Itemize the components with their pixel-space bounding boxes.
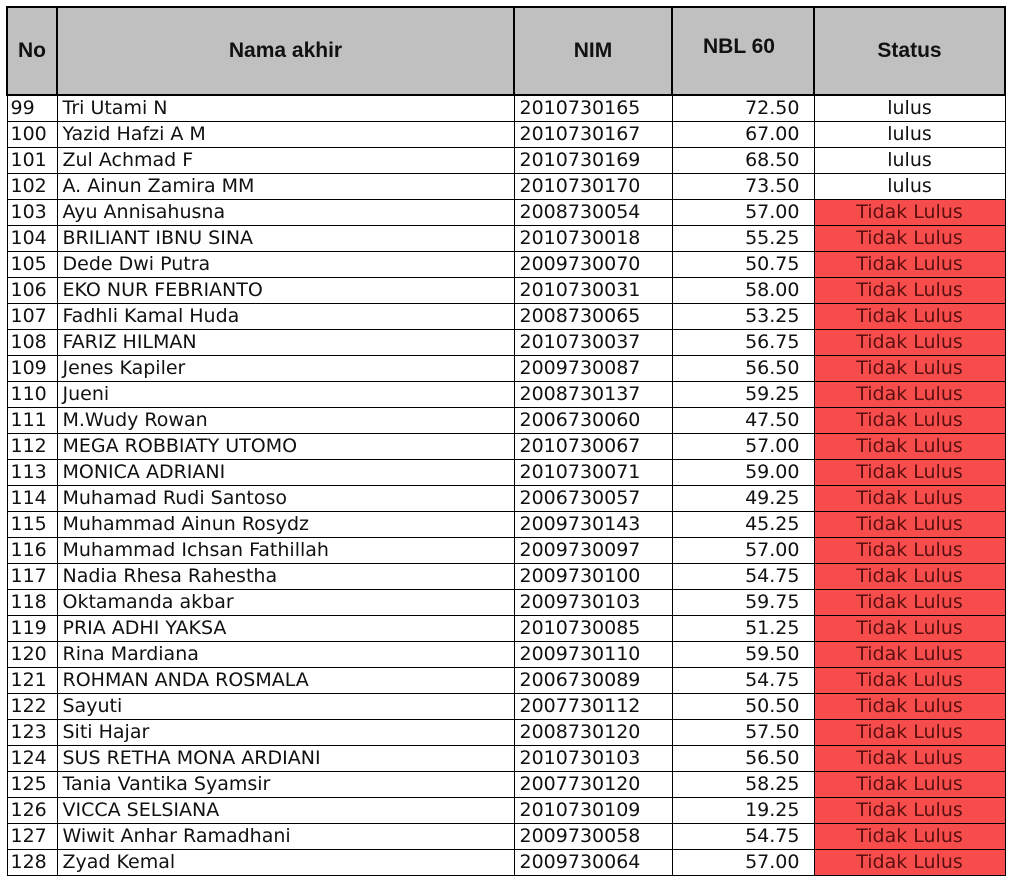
table-row xyxy=(7,486,1005,512)
student-nim: 2010730165 xyxy=(514,95,672,122)
student-nim: 2009730064 xyxy=(514,850,672,876)
nbl-score: 50.75 xyxy=(672,252,814,278)
student-nim: 2010730170 xyxy=(514,174,672,200)
status-cell: Tidak Lulus xyxy=(814,408,1005,434)
row-number: 118 xyxy=(7,590,57,616)
status-cell: Tidak Lulus xyxy=(814,356,1005,382)
nbl-score: 55.25 xyxy=(672,226,814,252)
table-row xyxy=(7,434,1005,460)
student-nim: 2006730057 xyxy=(514,486,672,512)
row-number: 107 xyxy=(7,304,57,330)
table-row xyxy=(7,408,1005,434)
student-nim: 2010730067 xyxy=(514,434,672,460)
student-nim: 2010730018 xyxy=(514,226,672,252)
status-cell: Tidak Lulus xyxy=(814,226,1005,252)
student-name: Jueni xyxy=(57,382,514,408)
student-name: MEGA ROBBIATY UTOMO xyxy=(57,434,514,460)
row-number: 117 xyxy=(7,564,57,590)
row-number: 109 xyxy=(7,356,57,382)
student-name: Jenes Kapiler xyxy=(57,356,514,382)
status-cell: Tidak Lulus xyxy=(814,772,1005,798)
student-nim: 2010730109 xyxy=(514,798,672,824)
student-nim: 2010730169 xyxy=(514,148,672,174)
status-cell: Tidak Lulus xyxy=(814,512,1005,538)
status-cell: Tidak Lulus xyxy=(814,538,1005,564)
row-number: 99 xyxy=(7,95,57,122)
student-name: Fadhli Kamal Huda xyxy=(57,304,514,330)
table-row xyxy=(7,122,1005,148)
row-number: 105 xyxy=(7,252,57,278)
row-number: 121 xyxy=(7,668,57,694)
student-nim: 2007730112 xyxy=(514,694,672,720)
nbl-score: 50.50 xyxy=(672,694,814,720)
row-number: 102 xyxy=(7,174,57,200)
table-row xyxy=(7,382,1005,408)
table-row xyxy=(7,226,1005,252)
table-row xyxy=(7,252,1005,278)
nbl-score: 57.00 xyxy=(672,200,814,226)
nbl-score: 56.50 xyxy=(672,746,814,772)
table-row xyxy=(7,304,1005,330)
row-number: 126 xyxy=(7,798,57,824)
student-name: Siti Hajar xyxy=(57,720,514,746)
nbl-score: 68.50 xyxy=(672,148,814,174)
header-nim: NIM xyxy=(514,7,672,95)
nbl-score: 45.25 xyxy=(672,512,814,538)
table-row xyxy=(7,148,1005,174)
grade-table xyxy=(6,6,1006,876)
student-nim: 2009730097 xyxy=(514,538,672,564)
status-cell: Tidak Lulus xyxy=(814,330,1005,356)
nbl-score: 59.75 xyxy=(672,590,814,616)
student-name: Sayuti xyxy=(57,694,514,720)
student-name: Zul Achmad F xyxy=(57,148,514,174)
student-nim: 2010730037 xyxy=(514,330,672,356)
header-nbl xyxy=(672,7,814,95)
table-row xyxy=(7,174,1005,200)
student-name: M.Wudy Rowan xyxy=(57,408,514,434)
student-nim: 2009730110 xyxy=(514,642,672,668)
header-no: No xyxy=(7,7,57,95)
status-cell: lulus xyxy=(814,122,1005,148)
student-name: Rina Mardiana xyxy=(57,642,514,668)
row-number: 115 xyxy=(7,512,57,538)
status-cell: Tidak Lulus xyxy=(814,590,1005,616)
row-number: 104 xyxy=(7,226,57,252)
student-nim: 2008730065 xyxy=(514,304,672,330)
student-name: EKO NUR FEBRIANTO xyxy=(57,278,514,304)
status-cell: lulus xyxy=(814,148,1005,174)
nbl-score: 59.25 xyxy=(672,382,814,408)
status-cell: Tidak Lulus xyxy=(814,746,1005,772)
table-row xyxy=(7,616,1005,642)
student-name: Yazid Hafzi A M xyxy=(57,122,514,148)
student-name: A. Ainun Zamira MM xyxy=(57,174,514,200)
table-row xyxy=(7,642,1005,668)
table-row xyxy=(7,200,1005,226)
student-nim: 2008730054 xyxy=(514,200,672,226)
nbl-score: 19.25 xyxy=(672,798,814,824)
row-number: 125 xyxy=(7,772,57,798)
nbl-score: 57.00 xyxy=(672,434,814,460)
status-cell: Tidak Lulus xyxy=(814,200,1005,226)
status-cell: lulus xyxy=(814,95,1005,122)
status-cell: Tidak Lulus xyxy=(814,616,1005,642)
student-nim: 2009730143 xyxy=(514,512,672,538)
table-row xyxy=(7,798,1005,824)
row-number: 114 xyxy=(7,486,57,512)
student-name: Muhamad Rudi Santoso xyxy=(57,486,514,512)
row-number: 123 xyxy=(7,720,57,746)
nbl-score: 53.25 xyxy=(672,304,814,330)
row-number: 128 xyxy=(7,850,57,876)
status-cell: Tidak Lulus xyxy=(814,382,1005,408)
student-name: ROHMAN ANDA ROSMALA xyxy=(57,668,514,694)
student-nim: 2009730070 xyxy=(514,252,672,278)
row-number: 106 xyxy=(7,278,57,304)
status-cell: Tidak Lulus xyxy=(814,564,1005,590)
table-row xyxy=(7,278,1005,304)
status-cell: lulus xyxy=(814,174,1005,200)
header-status: Status xyxy=(814,7,1005,95)
nbl-score: 54.75 xyxy=(672,824,814,850)
student-name: SUS RETHA MONA ARDIANI xyxy=(57,746,514,772)
row-number: 116 xyxy=(7,538,57,564)
nbl-score: 67.00 xyxy=(672,122,814,148)
student-nim: 2009730103 xyxy=(514,590,672,616)
student-name: PRIA ADHI YAKSA xyxy=(57,616,514,642)
student-nim: 2008730120 xyxy=(514,720,672,746)
nbl-score: 54.75 xyxy=(672,564,814,590)
row-number: 119 xyxy=(7,616,57,642)
row-number: 122 xyxy=(7,694,57,720)
row-number: 108 xyxy=(7,330,57,356)
table-row xyxy=(7,772,1005,798)
header-row xyxy=(7,7,1005,95)
student-nim: 2010730103 xyxy=(514,746,672,772)
table-row xyxy=(7,512,1005,538)
table-row xyxy=(7,590,1005,616)
student-nim: 2010730167 xyxy=(514,122,672,148)
table-row xyxy=(7,824,1005,850)
status-cell: Tidak Lulus xyxy=(814,694,1005,720)
nbl-score: 49.25 xyxy=(672,486,814,512)
student-nim: 2008730137 xyxy=(514,382,672,408)
status-cell: Tidak Lulus xyxy=(814,850,1005,876)
status-cell: Tidak Lulus xyxy=(814,642,1005,668)
table-row xyxy=(7,330,1005,356)
table-row xyxy=(7,746,1005,772)
table-row xyxy=(7,668,1005,694)
student-name: Dede Dwi Putra xyxy=(57,252,514,278)
status-cell: Tidak Lulus xyxy=(814,824,1005,850)
nbl-score: 59.00 xyxy=(672,460,814,486)
status-cell: Tidak Lulus xyxy=(814,668,1005,694)
row-number: 111 xyxy=(7,408,57,434)
row-number: 103 xyxy=(7,200,57,226)
student-name: VICCA SELSIANA xyxy=(57,798,514,824)
student-nim: 2009730100 xyxy=(514,564,672,590)
student-nim: 2010730031 xyxy=(514,278,672,304)
status-cell: Tidak Lulus xyxy=(814,278,1005,304)
student-name: Nadia Rhesa Rahestha xyxy=(57,564,514,590)
student-name: Tania Vantika Syamsir xyxy=(57,772,514,798)
status-cell: Tidak Lulus xyxy=(814,252,1005,278)
nbl-score: 54.75 xyxy=(672,668,814,694)
nbl-score: 56.75 xyxy=(672,330,814,356)
row-number: 100 xyxy=(7,122,57,148)
student-name: Muhammad Ainun Rosydz xyxy=(57,512,514,538)
status-cell: Tidak Lulus xyxy=(814,486,1005,512)
student-nim: 2006730089 xyxy=(514,668,672,694)
table-row xyxy=(7,850,1005,876)
student-name: Tri Utami N xyxy=(57,95,514,122)
student-name: Muhammad Ichsan Fathillah xyxy=(57,538,514,564)
nbl-score: 58.25 xyxy=(672,772,814,798)
student-name: Wiwit Anhar Ramadhani xyxy=(57,824,514,850)
nbl-score: 59.50 xyxy=(672,642,814,668)
status-cell: Tidak Lulus xyxy=(814,720,1005,746)
student-nim: 2010730071 xyxy=(514,460,672,486)
row-number: 112 xyxy=(7,434,57,460)
table-row xyxy=(7,95,1005,122)
status-cell: Tidak Lulus xyxy=(814,304,1005,330)
row-number: 127 xyxy=(7,824,57,850)
header-nbl-label: NBL 60 xyxy=(703,35,775,58)
student-nim: 2009730087 xyxy=(514,356,672,382)
student-nim: 2010730085 xyxy=(514,616,672,642)
nbl-score: 56.50 xyxy=(672,356,814,382)
nbl-score: 57.00 xyxy=(672,538,814,564)
row-number: 110 xyxy=(7,382,57,408)
nbl-score: 58.00 xyxy=(672,278,814,304)
table-row xyxy=(7,720,1005,746)
nbl-score: 47.50 xyxy=(672,408,814,434)
student-nim: 2007730120 xyxy=(514,772,672,798)
row-number: 120 xyxy=(7,642,57,668)
student-nim: 2009730058 xyxy=(514,824,672,850)
table-header xyxy=(7,7,1005,95)
nbl-score: 72.50 xyxy=(672,95,814,122)
student-name: MONICA ADRIANI xyxy=(57,460,514,486)
table-body xyxy=(7,95,1005,876)
header-name: Nama akhir xyxy=(57,7,514,95)
nbl-score: 57.50 xyxy=(672,720,814,746)
status-cell: Tidak Lulus xyxy=(814,460,1005,486)
student-name: Zyad Kemal xyxy=(57,850,514,876)
table-row xyxy=(7,538,1005,564)
row-number: 113 xyxy=(7,460,57,486)
status-cell: Tidak Lulus xyxy=(814,798,1005,824)
nbl-score: 57.00 xyxy=(672,850,814,876)
status-cell: Tidak Lulus xyxy=(814,434,1005,460)
student-name: FARIZ HILMAN xyxy=(57,330,514,356)
row-number: 101 xyxy=(7,148,57,174)
table-row xyxy=(7,564,1005,590)
nbl-score: 51.25 xyxy=(672,616,814,642)
nbl-score: 73.50 xyxy=(672,174,814,200)
table-row xyxy=(7,356,1005,382)
table-row xyxy=(7,460,1005,486)
student-name: BRILIANT IBNU SINA xyxy=(57,226,514,252)
row-number: 124 xyxy=(7,746,57,772)
student-nim: 2006730060 xyxy=(514,408,672,434)
student-name: Ayu Annisahusna xyxy=(57,200,514,226)
table-row xyxy=(7,694,1005,720)
student-name: Oktamanda akbar xyxy=(57,590,514,616)
